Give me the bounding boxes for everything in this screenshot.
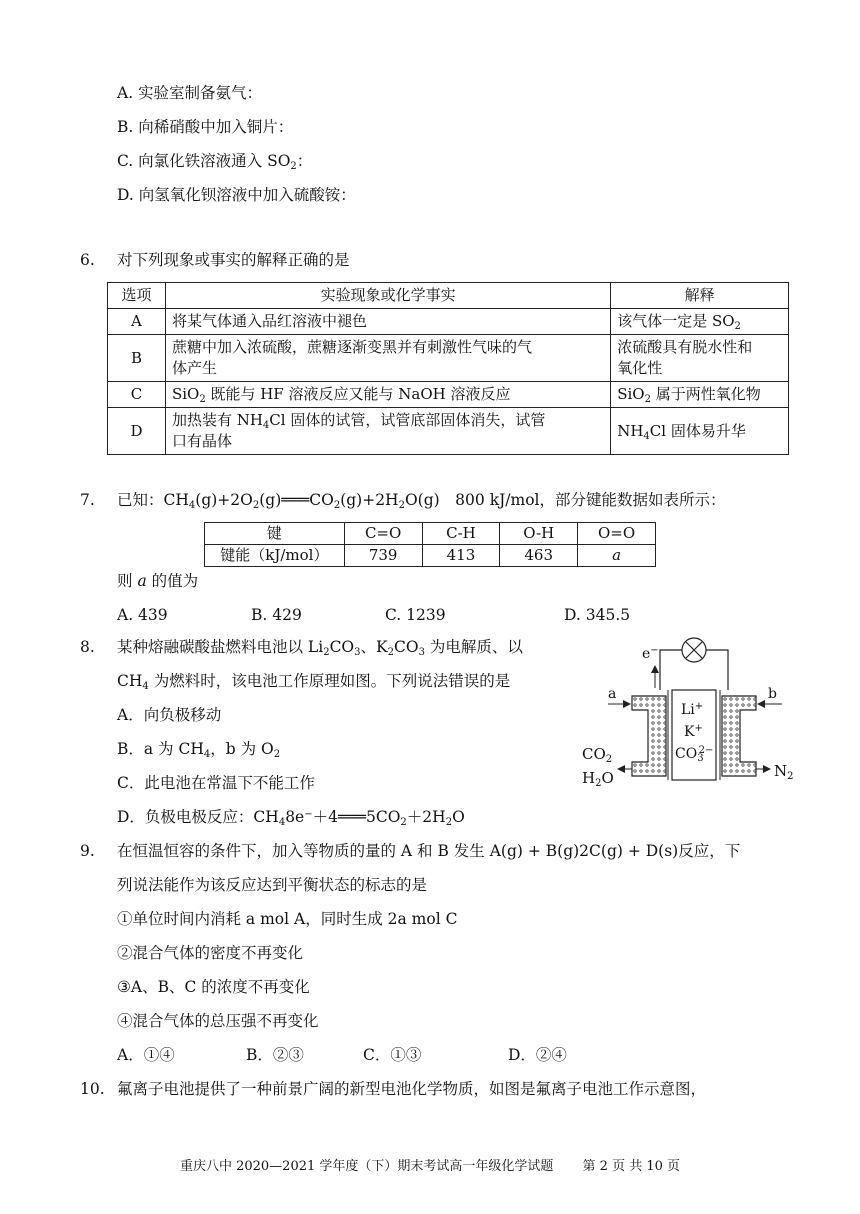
- q6-row-c-option: C: [108, 382, 166, 408]
- q7-header-oo: O=O: [578, 523, 656, 545]
- q9-number: 9.: [80, 842, 95, 860]
- diagram-b-label: b: [768, 686, 777, 702]
- q6-header-explanation: 解释: [611, 283, 789, 309]
- q7-option-c: C. 1239: [385, 606, 446, 624]
- q6-row-a-option: A: [108, 309, 166, 335]
- q6-row-d-explanation: $NH_4Cl$ 固体易升华: [611, 408, 789, 455]
- table-row: [108, 382, 789, 408]
- q5-option-b: B. 向稀硝酸中加入铜片：: [117, 118, 294, 136]
- q8-number: 8.: [80, 638, 95, 656]
- q7-option-d: D. 345.5: [564, 606, 631, 624]
- page-footer: [0, 1155, 860, 1174]
- table-row: [108, 309, 789, 335]
- q8-stem-line2: $CH_4$ 为燃料时，该电池工作原理如图。下列说法错误的是: [117, 672, 511, 692]
- wire-left: [660, 650, 682, 690]
- diagram-li-label: Li+: [681, 701, 704, 718]
- q5-option-a: A. 实验室制备氨气：: [117, 84, 263, 102]
- q6-header-option: 选项: [108, 283, 166, 309]
- diagram-n2-label: $N_2$: [774, 762, 794, 782]
- q9-option-c: C．①③: [363, 1046, 422, 1064]
- q7-header-bond: 键: [205, 523, 345, 545]
- q9-statement-4: ④混合气体的总压强不再变化: [117, 1012, 319, 1030]
- q9-statement-2: ②混合气体的密度不再变化: [117, 944, 304, 962]
- diagram-h2o-label: $H_2O$: [582, 769, 614, 789]
- q8-option-b: B．a 为 $CH_4$，b 为 $O_2$: [117, 740, 281, 760]
- q10-number: 10.: [80, 1080, 105, 1098]
- diagram-k-label: K+: [684, 723, 703, 740]
- q9-option-d: D．②④: [508, 1046, 567, 1064]
- q6-row-b-option: B: [108, 335, 166, 382]
- table-row: [108, 335, 789, 382]
- q6-row-a-explanation: 该气体一定是 $SO_2$: [611, 309, 789, 335]
- q8-option-a: A．向负极移动: [117, 706, 222, 724]
- q6-header-fact: 实验现象或化学事实: [165, 283, 610, 309]
- q7-header-oh: O-H: [500, 523, 578, 545]
- wire-right: [706, 650, 728, 690]
- q7-value-co: 739: [344, 545, 422, 567]
- q9-stem-line2: 列说法能作为该反应达到平衡状态的标志的是: [117, 876, 428, 894]
- q9-option-b: B．②③: [246, 1046, 304, 1064]
- q6-stem: 对下列现象或事实的解释正确的是: [117, 251, 350, 269]
- q6-row-b-explanation: 浓硫酸具有脱水性和 氧化性: [611, 335, 789, 382]
- q7-stem: 已知：$CH_4(g)+2O_2(g)═══CO_2(g)+2H_2O(g)$ 800 kJ/mol，部分键能数据如表所示：: [117, 491, 726, 511]
- diagram-a-label: a: [608, 686, 617, 702]
- q9-statement-1: ①单位时间内消耗 a mol A，同时生成 2a mol C: [117, 910, 458, 928]
- q9-statement-3: ③A、B、C 的浓度不再变化: [117, 978, 310, 996]
- q7-ask: 则 a 的值为: [117, 572, 199, 590]
- q5-option-d: D. 向氢氧化钡溶液中加入硫酸铵：: [117, 186, 356, 204]
- q9-option-a: A．①④: [117, 1046, 175, 1064]
- q6-row-b-fact: 蔗糖中加入浓硫酸，蔗糖逐渐变黑并有刺激性气味的气 体产生: [165, 335, 610, 382]
- q6-number: 6.: [80, 251, 95, 269]
- q7-option-a: A. 439: [117, 606, 168, 624]
- footer-page-number: 第 2 页 共 10 页: [582, 1159, 681, 1174]
- q6-row-d-option: D: [108, 408, 166, 455]
- diagram-electron-label: e−: [642, 645, 659, 662]
- q8-option-d: D．负极电极反应：$CH_48e^-+4═══5CO_2+2H_2O$: [117, 808, 465, 828]
- q7-number: 7.: [80, 491, 95, 509]
- q7-value-ch: 413: [422, 545, 500, 567]
- q8-option-c: C．此电池在常温下不能工作: [117, 774, 315, 792]
- q7-option-b: B. 429: [251, 606, 302, 624]
- table-row: [205, 545, 656, 567]
- q7-header-co: C=O: [344, 523, 422, 545]
- footer-title: 重庆八中 2020—2021 学年度（下）期末考试高一年级化学试题: [179, 1159, 554, 1174]
- q6-row-d-fact: 加热装有 $NH_4Cl$ 固体的试管，试管底部固体消失，试管 口有晶体: [165, 408, 610, 455]
- q6-table: [107, 282, 789, 455]
- diagram-co2-label: $CO_2$: [582, 745, 613, 765]
- q6-table-header: [108, 283, 789, 309]
- diagram-carbonate-label: $CO_3^{2-}$: [675, 745, 714, 764]
- q5-option-c: C. 向氯化铁溶液通入 $SO_2$：: [117, 152, 313, 172]
- q7-value-oh: 463: [500, 545, 578, 567]
- table-row: [108, 408, 789, 455]
- cathode: [722, 696, 756, 776]
- q7-value-oo: a: [578, 545, 656, 567]
- q9-stem-line1: 在恒温恒容的条件下，加入等物质的量的 A 和 B 发生 A(g) + B(g)2C(g) + D(s)反应，下: [117, 842, 741, 860]
- q8-stem-line1: 某种熔融碳酸盐燃料电池以 $Li_2CO_3$、$K_2CO_3$ 为电解质、以: [117, 638, 523, 658]
- q7-label-energy: 键能（kJ/mol）: [205, 545, 345, 567]
- table-row: [205, 523, 656, 545]
- q6-row-c-explanation: SiO$_2$ 属于两性氧化物: [611, 382, 789, 408]
- q7-bond-table: [204, 522, 656, 567]
- fuel-cell-diagram: [578, 630, 798, 790]
- q6-row-a-fact: 将某气体通入品红溶液中褪色: [165, 309, 610, 335]
- anode: [632, 696, 666, 776]
- q7-header-ch: C-H: [422, 523, 500, 545]
- q6-row-c-fact: SiO$_2$ 既能与 HF 溶液反应又能与 NaOH 溶液反应: [165, 382, 610, 408]
- q10-stem-line1: 氟离子电池提供了一种前景广阔的新型电池化学物质，如图是氟离子电池工作示意图，: [117, 1080, 707, 1098]
